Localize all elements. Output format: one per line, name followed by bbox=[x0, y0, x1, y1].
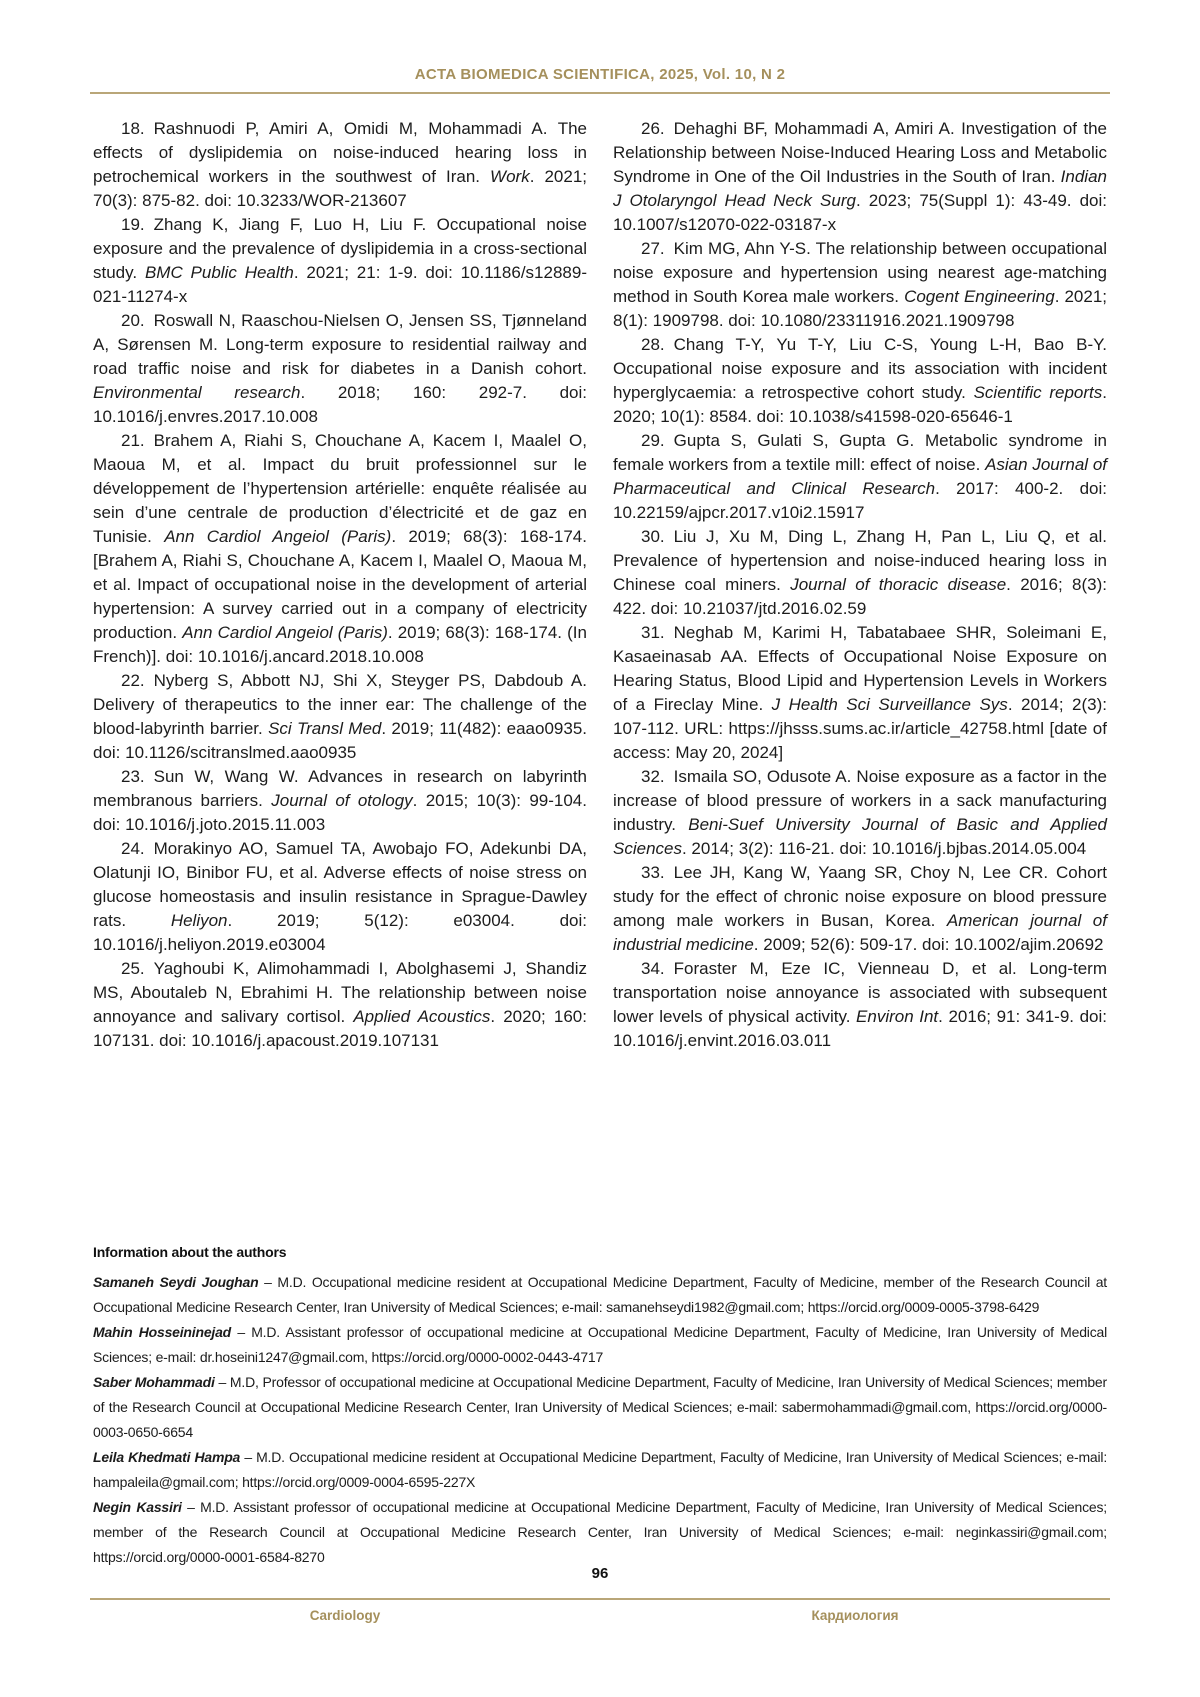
author-entry: Saber Mohammadi – M.D, Professor of occupational medicine at Occupational Medicine Department, Faculty of Medicine, Iran University of Medical Sciences; member of the Research Council at Occupational Medicine Research Center, Iran University of Medical Sciences; e-mail: sabermohammadi@gmail.com, https://orcid.org/0000-0003-0650-6654 bbox=[93, 1374, 1107, 1440]
reference-text: Kim MG, Ahn Y-S. The relationship between occupational noise exposure and hypertension using nearest age-matching method in South Korea male workers. bbox=[613, 239, 1107, 306]
reference-text: Rashnuodi P, Amiri A, Omidi M, Mohammadi A. The effects of dyslipidemia on noise-induced hearing loss in petrochemical workers in the southwest of Iran. bbox=[93, 119, 587, 186]
reference-item bbox=[613, 957, 1107, 1053]
reference-journal: Sci Transl Med bbox=[268, 719, 382, 738]
reference-item bbox=[93, 765, 587, 837]
reference-item bbox=[613, 621, 1107, 765]
reference-text: . 2021; 70(3): 875-82. doi: 10.3233/WOR-213607 bbox=[93, 167, 587, 210]
reference-text: Brahem A, Riahi S, Chouchane A, Kacem I, Maalel O, Maoua M, et al. Impact du bruit professionnel sur le développement de l’hypertension artérielle: enquête réalisée au sein d’une centrale de production d’électricité et de gaz en Tunisie. bbox=[93, 431, 587, 546]
reference-journal: J Health Sci Surveillance Sys bbox=[771, 695, 1008, 714]
reference-item bbox=[613, 765, 1107, 861]
reference-text: Morakinyo AO, Samuel TA, Awobajo FO, Adekunbi DA, Olatunji IO, Binibor FU, et al. Adverse effects of noise stress on glucose homeostasis and insulin resistance in Sprague-Dawley rats. bbox=[93, 839, 587, 930]
reference-item bbox=[613, 237, 1107, 333]
reference-item bbox=[613, 525, 1107, 621]
author-entry: Samaneh Seydi Joughan – M.D. Occupational medicine resident at Occupational Medicine Department, Faculty of Medicine, member of the Research Council at Occupational Medicine Research Center, Iran University of Medical Sciences; e-mail: samanehseydi1982@gmail.com; https://orcid.org/0009-0005-3798-6429 bbox=[93, 1274, 1107, 1315]
reference-text: . 2019; 5(12): e03004. doi: 10.1016/j.heliyon.2019.e03004 bbox=[93, 911, 587, 954]
reference-text: Sun W, Wang W. Advances in research on labyrinth membranous barriers. bbox=[93, 767, 587, 810]
reference-journal: Ann Cardiol Angeiol (Paris) bbox=[164, 527, 392, 546]
reference-text: . 2014; 3(2): 116-21. doi: 10.1016/j.bjbas.2014.05.004 bbox=[681, 839, 1087, 858]
reference-number: 18. bbox=[121, 119, 145, 138]
reference-text: . 2020; 160: 107131. doi: 10.1016/j.apacoust.2019.107131 bbox=[93, 1007, 587, 1050]
reference-number: 34. bbox=[641, 959, 665, 978]
reference-text: . 2019; 11(482): eaao0935. doi: 10.1126/scitranslmed.aao0935 bbox=[93, 719, 587, 762]
journal-title: ACTA BIOMEDICA SCIENTIFICA, 2025, Vol. 10, N 2 bbox=[414, 66, 786, 83]
reference-text: Yaghoubi K, Alimohammadi I, Abolghasemi J, Shandiz MS, Aboutaleb N, Ebrahimi H. The relationship between noise annoyance and salivary cortisol. bbox=[93, 959, 587, 1026]
reference-number: 25. bbox=[121, 959, 145, 978]
reference-number: 22. bbox=[121, 671, 145, 690]
reference-text: Nyberg S, Abbott NJ, Shi X, Steyger PS, Dabdoub A. Delivery of therapeutics to the inner ear: The challenge of the blood-labyrinth barrier. bbox=[93, 671, 587, 738]
reference-text: . 2019; 68(3): 168-174. (In French)]. doi: 10.1016/j.ancard.2018.10.008 bbox=[93, 623, 587, 666]
reference-item bbox=[93, 429, 587, 669]
reference-journal: Ann Cardiol Angeiol (Paris) bbox=[182, 623, 388, 642]
reference-journal: Journal of otology bbox=[271, 791, 413, 810]
reference-journal: American journal of industrial medicine bbox=[613, 911, 1107, 954]
reference-journal: Asian Journal of Pharmaceutical and Clinical Research bbox=[613, 455, 1107, 498]
reference-number: 27. bbox=[641, 239, 665, 258]
reference-journal: Indian J Otolaryngol Head Neck Surg bbox=[613, 167, 1107, 210]
reference-text: . 2015; 10(3): 99-104. doi: 10.1016/j.joto.2015.11.003 bbox=[93, 791, 587, 834]
reference-journal: Scientific reports bbox=[973, 383, 1103, 402]
references-list bbox=[93, 117, 1107, 1053]
reference-journal: BMC Public Health bbox=[144, 263, 294, 282]
reference-text: . 2021; 21: 1-9. doi: 10.1186/s12889-021-11274-x bbox=[93, 263, 587, 306]
reference-text: Roswall N, Raaschou-Nielsen O, Jensen SS, Tjønneland A, Sørensen M. Long-term exposure to residential railway and road traffic noise and risk for diabetes in a Danish cohort. bbox=[93, 311, 587, 378]
reference-item bbox=[613, 117, 1107, 237]
reference-journal: Environmental research bbox=[93, 383, 301, 402]
reference-number: 33. bbox=[641, 863, 665, 882]
reference-item bbox=[93, 213, 587, 309]
author-name: Saber Mohammadi bbox=[93, 1374, 215, 1390]
author-entry: Mahin Hosseininejad – M.D. Assistant professor of occupational medicine at Occupational Medicine Department, Faculty of Medicine, Iran University of Medical Sciences; e-mail: dr.hoseini1247@gmail.com, https://orcid.org/0000-0002-0443-4717 bbox=[93, 1324, 1107, 1365]
reference-number: 26. bbox=[641, 119, 665, 138]
reference-item bbox=[613, 861, 1107, 957]
reference-text: Foraster M, Eze IC, Vienneau D, et al. Long-term transportation noise annoyance is associated with subsequent lower levels of physical activity. bbox=[613, 959, 1107, 1026]
reference-text: Liu J, Xu M, Ding L, Zhang H, Pan L, Liu Q, et al. Prevalence of hypertension and noise-induced hearing loss in Chinese coal miners. bbox=[613, 527, 1107, 594]
reference-number: 29. bbox=[641, 431, 665, 450]
reference-text: . 2014; 2(3): 107-112. URL: https://jhsss.sums.ac.ir/article_42758.html [date of access: May 20, 2024] bbox=[613, 695, 1108, 762]
reference-number: 21. bbox=[121, 431, 145, 450]
author-name: Mahin Hosseininejad bbox=[93, 1324, 232, 1340]
reference-text: . 2023; 75(Suppl 1): 43-49. doi: 10.1007/s12070-022-03187-x bbox=[613, 191, 1108, 234]
reference-journal: Applied Acoustics bbox=[353, 1007, 491, 1026]
reference-text: . 2018; 160: 292-7. doi: 10.1016/j.envres.2017.10.008 bbox=[93, 383, 587, 426]
reference-text: Zhang K, Jiang F, Luo H, Liu F. Occupational noise exposure and the prevalence of dyslipidemia in a cross-sectional study. bbox=[93, 215, 587, 282]
reference-text: Ismaila SO, Odusote A. Noise exposure as a factor in the increase of blood pressure of workers in a sack manufacturing industry. bbox=[613, 767, 1107, 834]
author-name: Leila Khedmati Hampa bbox=[93, 1449, 241, 1465]
reference-text: Lee JH, Kang W, Yaang SR, Choy N, Lee CR. Cohort study for the effect of chronic noise exposure on blood pressure among male workers in Busan, Korea. bbox=[613, 863, 1107, 930]
authors-entries bbox=[93, 1270, 1107, 1570]
authors-section bbox=[93, 1240, 1107, 1570]
reference-text: . 2019; 68(3): 168-174. [Brahem A, Riahi S, Chouchane A, Kacem I, Maalel O, Maoua M, et al. Impact of occupational noise in the development of arterial hypertension: A survey carried out in a company of electricity production. bbox=[93, 527, 587, 642]
reference-number: 31. bbox=[641, 623, 665, 642]
reference-number: 32. bbox=[641, 767, 665, 786]
reference-number: 23. bbox=[121, 767, 145, 786]
reference-text: Gupta S, Gulati S, Gupta G. Metabolic syndrome in female workers from a textile mill: effect of noise. bbox=[613, 431, 1107, 474]
reference-number: 24. bbox=[121, 839, 145, 858]
reference-text: . 2016; 91: 341-9. doi: 10.1016/j.envint.2016.03.011 bbox=[613, 1007, 1108, 1050]
reference-text: . 2009; 52(6): 509-17. doi: 10.1002/ajim.20692 bbox=[753, 935, 1104, 954]
reference-number: 19. bbox=[121, 215, 145, 234]
footer-labels bbox=[90, 1600, 1110, 1623]
reference-item bbox=[93, 837, 587, 957]
author-entry: Negin Kassiri – M.D. Assistant professor of occupational medicine at Occupational Medicine Department, Faculty of Medicine, Iran University of Medical Sciences; member of the Research Council at Occupational Medicine Research Center, Iran University of Medical Sciences; e-mail: neginkassiri@gmail.com; https://orcid.org/0000-0001-6584-8270 bbox=[93, 1499, 1107, 1565]
reference-journal: Beni-Suef University Journal of Basic and Applied Sciences bbox=[613, 815, 1107, 858]
reference-item bbox=[93, 309, 587, 429]
author-name: Negin Kassiri bbox=[93, 1499, 182, 1515]
reference-journal: Heliyon bbox=[170, 911, 228, 930]
reference-text: Chang T-Y, Yu T-Y, Liu C-S, Young L-H, Bao B-Y. Occupational noise exposure and its association with incident hyperglycaemia: a retrospective cohort study. bbox=[613, 335, 1107, 402]
page-header bbox=[90, 0, 1110, 94]
reference-item bbox=[93, 669, 587, 765]
author-entry: Leila Khedmati Hampa – M.D. Occupational medicine resident at Occupational Medicine Department, Faculty of Medicine, Iran University of Medical Sciences; e-mail: hampaleila@gmail.com; https://orcid.org/0009-0004-6595-227X bbox=[93, 1449, 1108, 1490]
author-name: Samaneh Seydi Joughan bbox=[93, 1274, 259, 1290]
reference-item bbox=[613, 429, 1107, 525]
reference-item bbox=[93, 117, 587, 213]
reference-text: . 2016; 8(3): 422. doi: 10.21037/jtd.2016.02.59 bbox=[613, 575, 1107, 618]
reference-item bbox=[613, 333, 1107, 429]
reference-item bbox=[93, 957, 587, 1053]
reference-journal: Work bbox=[490, 167, 530, 186]
reference-text: Dehaghi BF, Mohammadi A, Amiri A. Investigation of the Relationship between Noise-Induced Hearing Loss and Metabolic Syndrome in One of the Oil Industries in the South of Iran. bbox=[613, 119, 1107, 186]
page-number: 96 bbox=[591, 1565, 609, 1582]
authors-heading: Information about the authors bbox=[93, 1244, 287, 1260]
reference-text: Neghab M, Karimi H, Tabatabaee SHR, Soleimani E, Kasaeinasab AA. Effects of Occupational Noise Exposure on Hearing Status, Blood Lipid and Hypertension Levels in Workers of a Fireclay Mine. bbox=[613, 623, 1107, 714]
reference-number: 30. bbox=[641, 527, 665, 546]
footer-section-ru: Кардиология bbox=[811, 1608, 899, 1623]
reference-text: . 2021; 8(1): 1909798. doi: 10.1080/23311916.2021.1909798 bbox=[613, 287, 1107, 330]
reference-journal: Environ Int bbox=[856, 1007, 939, 1026]
reference-text: . 2017: 400-2. doi: 10.22159/ajpcr.2017.v10i2.15917 bbox=[613, 479, 1108, 522]
reference-number: 28. bbox=[641, 335, 665, 354]
footer-section-en: Cardiology bbox=[309, 1608, 381, 1623]
page-footer bbox=[90, 1564, 1110, 1623]
reference-text: . 2020; 10(1): 8584. doi: 10.1038/s41598-020-65646-1 bbox=[613, 383, 1107, 426]
reference-number: 20. bbox=[121, 311, 145, 330]
reference-journal: Cogent Engineering bbox=[904, 287, 1055, 306]
reference-journal: Journal of thoracic disease bbox=[790, 575, 1007, 594]
